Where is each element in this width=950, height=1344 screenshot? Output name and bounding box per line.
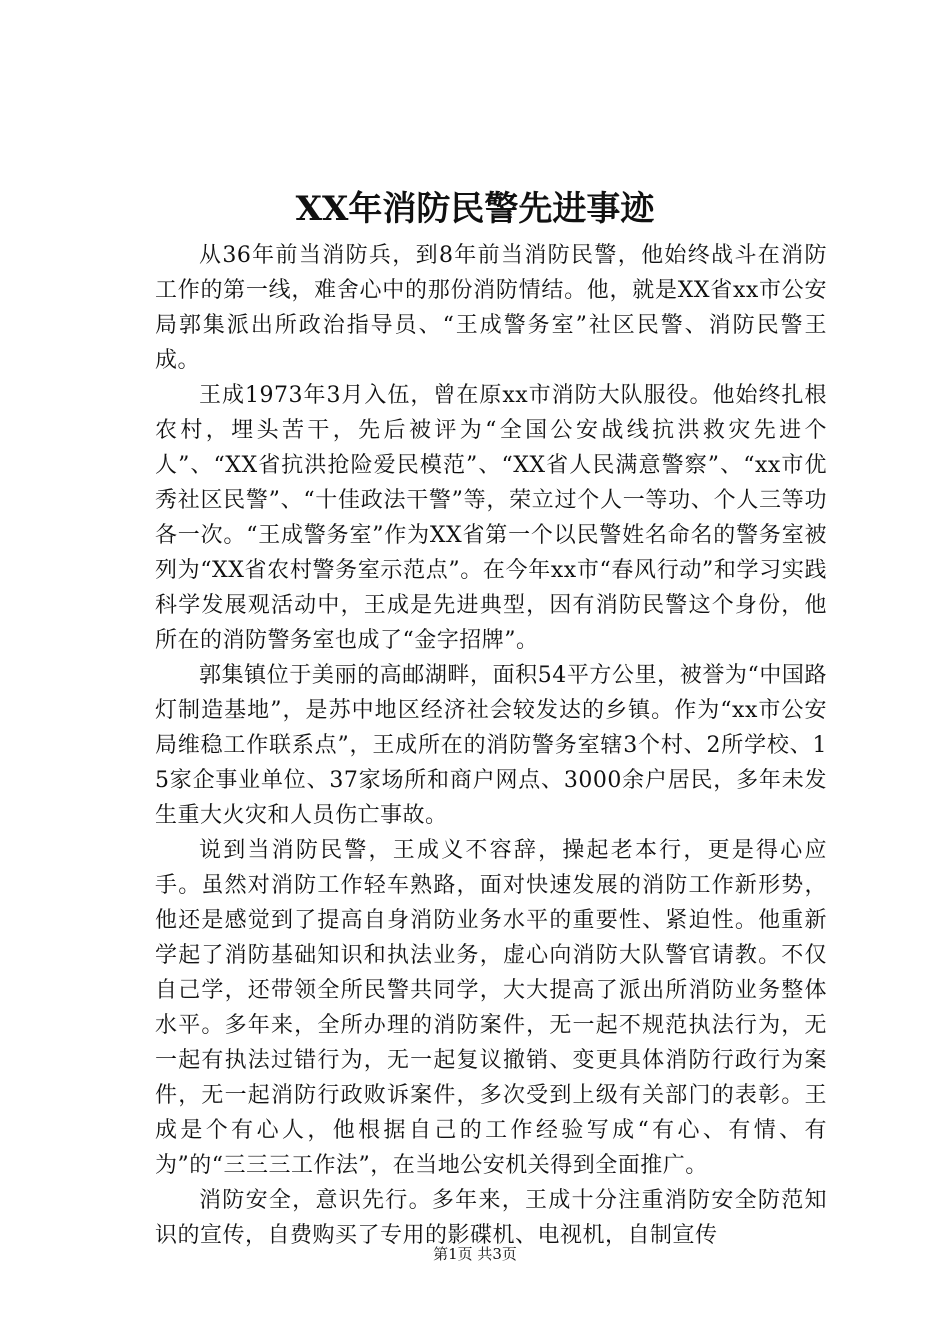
paragraph: 郭集镇位于美丽的高邮湖畔，面积54平方公里，被誉为“中国路灯制造基地”，是苏中地区经济社会较发达的乡镇。作为“xx市公安局维稳工作联系点”，王成所在的消防警务室辖3个村、2所学校、15家企事业单位、37家场所和商户网点、3000余户居民，多年未发生重大火灾和人员伤亡事故。 (155, 663, 827, 828)
paragraph: 说到当消防民警，王成义不容辞，操起老本行，更是得心应手。虽然对消防工作轻车熟路，面对快速发展的消防工作新形势，他还是感觉到了提高自身消防业务水平的重要性、紧迫性。他重新学起了消防基础知识和执法业务，虚心向消防大队警官请教。不仅自己学，还带领全所民警共同学，大大提高了派出所消防业务整体水平。多年来，全所办理的消防案件，无一起不规范执法行为，无一起有执法过错行为，无一起复议撤销、变更具体消防行政行为案件，无一起消防行政败诉案件，多次受到上级有关部门的表彰。王成是个有心人，他根据自己的工作经验写成“有心、有情、有为”的“三三三工作法”，在当地公安机关得到全面推广。 (155, 838, 827, 1178)
document-title: XX年消防民警先进事迹 (295, 189, 655, 229)
document-body (155, 238, 827, 1253)
page-footer: 第1页 共3页 (433, 1245, 517, 1263)
paragraph: 王成1973年3月入伍，曾在原xx市消防大队服役。他始终扎根农村，埋头苦干，先后被评为“全国公安战线抗洪救灾先进个人”、“XX省抗洪抢险爱民模范”、“XX省人民满意警察”、“xx市优秀社区民警”、“十佳政法干警”等，荣立过个人一等功、个人三等功各一次。“王成警务室”作为XX省第一个以民警姓名命名的警务室被列为“XX省农村警务室示范点”。在今年xx市“春风行动”和学习实践科学发展观活动中，王成是先进典型，因有消防民警这个身份，他所在的消防警务室也成了“金字招牌”。 (155, 383, 827, 653)
paragraph: 消防安全，意识先行。多年来，王成十分注重消防安全防范知识的宣传，自费购买了专用的影碟机、电视机，自制宣传 (155, 1188, 827, 1248)
paragraph: 从36年前当消防兵，到8年前当消防民警，他始终战斗在消防工作的第一线，难舍心中的那份消防情结。他，就是XX省xx市公安局郭集派出所政治指导员、“王成警务室”社区民警、消防民警王成。 (155, 243, 827, 373)
